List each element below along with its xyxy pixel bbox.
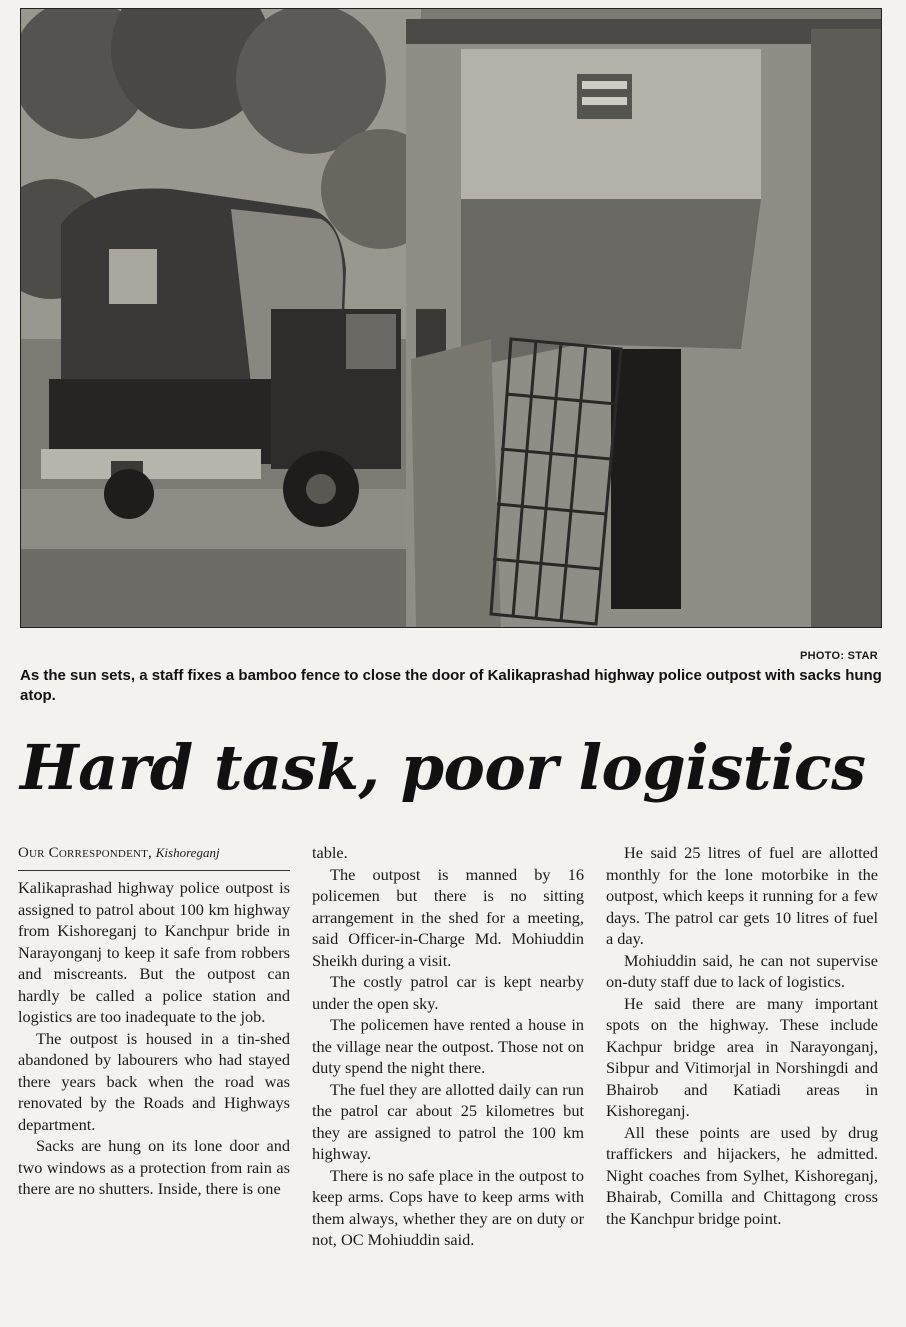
article-paragraph: The costly patrol car is kept nearby under the open sky. [312,972,584,1013]
article-paragraph: There is no safe place in the outpost to keep arms. Cops have to keep arms with them always, whether they are on duty or not, OC Mohiuddin said. [312,1165,584,1249]
article-column-3 [606,842,878,1229]
photo-scene [21,9,881,627]
article-paragraph: He said 25 litres of fuel are allotted monthly for the lone motorbike in the outpost, which keeps it running for a few days. The patrol car gets 10 litres of fuel a day. [606,843,878,948]
article-paragraph: The outpost is manned by 16 policemen but there is no sitting arrangement in the shed for a meeting, said Officer-in-Charge Md. Mohiuddin Sheikh during a visit. [312,864,584,970]
article-paragraph: He said there are many important spots on the highway. These include Kachpur bridge area in Narayonganj, Sibpur and Vitimorjal in Norshingdi and Bhairob and Katiadi areas in Kishoreganj. [606,993,878,1120]
article-paragraph: All these points are used by drug traffickers and hijackers, he admitted. Night coaches from Sylhet, Kishoreganj, Bhairab, Comilla and Chittagong cross the Kanchpur bridge point. [606,1122,878,1228]
photo-caption: As the sun sets, a staff fixes a bamboo fence to close the door of Kalikaprashad highway police outpost with sacks hung atop. [20,667,882,704]
byline [18,842,290,871]
article-paragraph: The policemen have rented a house in the village near the outpost. Those not on duty spend the night there. [312,1015,584,1077]
article-headline: Hard task, poor logistics [20,731,866,804]
column-3-text [606,842,878,1229]
article-column-2 [312,842,584,1251]
article-paragraph: table. [312,843,348,862]
article-column-1 [18,842,290,1200]
news-photo [20,8,882,628]
article-paragraph: The fuel they are allotted daily can run the patrol car about 25 kilometres but they are assigned to patrol the 100 km highway. [312,1079,584,1163]
byline-name: Our Correspondent, [18,845,153,861]
article-paragraph: The outpost is housed in a tin-shed abandoned by labourers who had stayed there years back when the road was renovated by the Roads and Highways department. [18,1028,290,1134]
byline-place: Kishoreganj [155,845,220,860]
article-paragraph: Mohiuddin said, he can not supervise on-duty staff due to lack of logistics. [606,950,878,991]
photo-credit: PHOTO: STAR [799,650,878,662]
article-paragraph: Sacks are hung on its lone door and two windows as a protection from rain as there are no shutters. Inside, there is one [18,1136,290,1198]
column-1-text [18,877,290,1200]
column-2-text [312,842,584,1251]
article-paragraph: Kalikaprashad highway police outpost is assigned to patrol about 100 km highway from Kishoreganj to Kanchpur bride in Narayonganj to keep it safe from robbers and miscreants. But the outpost can hardly be called a police station and logistics are too inadequate to the job. [18,878,290,1026]
